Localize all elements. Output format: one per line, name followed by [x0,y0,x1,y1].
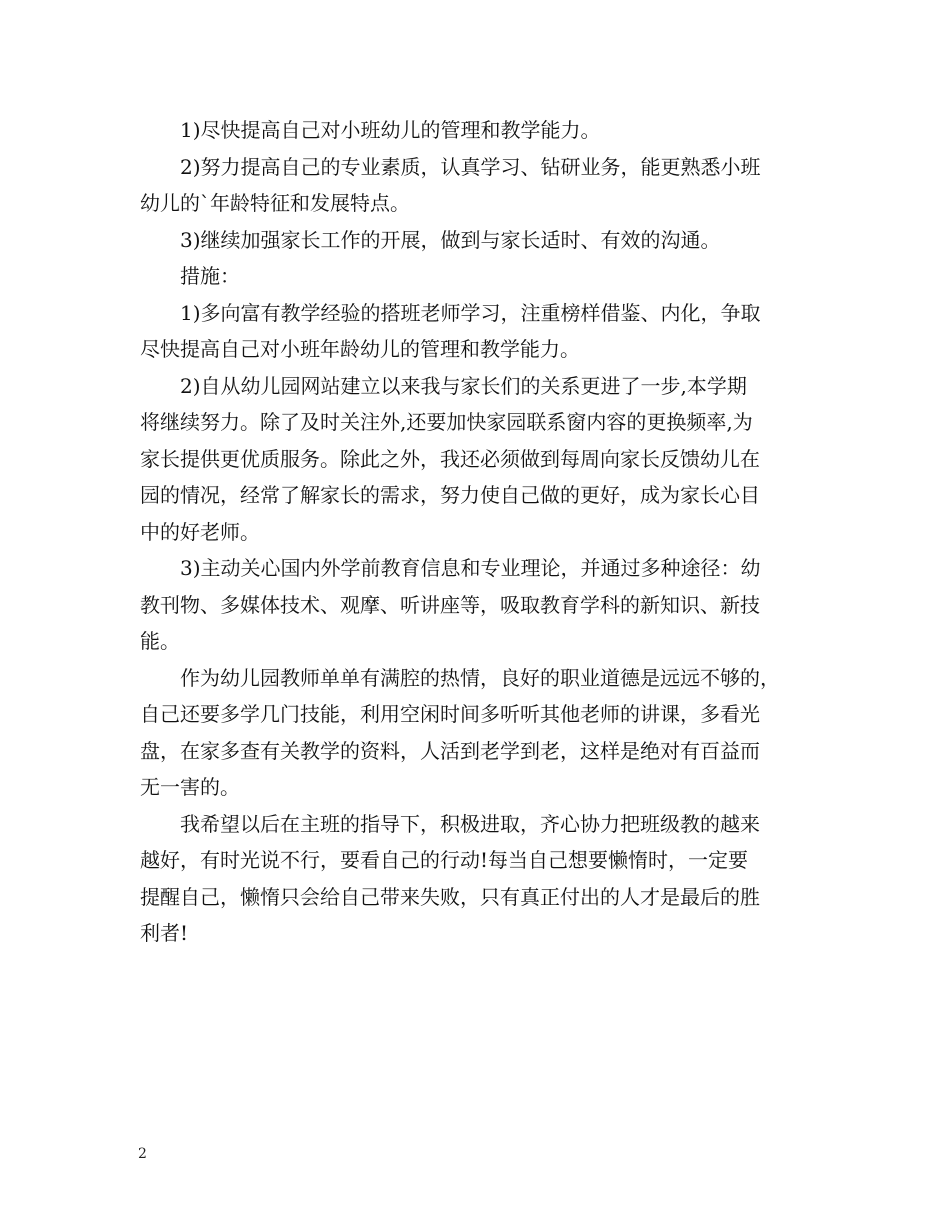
paragraph-line: 盘，在家多查有关教学的资料，人活到老学到老，这样是绝对有百益而 [140,738,760,763]
document-body [140,112,840,952]
paragraph-line: 中的好老师。 [140,519,260,544]
paragraph-line: 利者! [140,921,189,945]
paragraph-first-line: 3)主动关心国内外学前教育信息和专业理论，并通过多种途径：幼 [180,556,761,580]
paragraph-line: 园的情况，经常了解家长的需求，努力使自己做的更好，成为家长心目 [140,483,760,507]
paragraph-line: 家长提供更优质服务。除此之外，我还必须做到每周向家长反馈幼儿在 [140,446,760,471]
paragraph-line: 越好，有时光说不行，要看自己的行动!每当自己想要懒惰时，一定要 [140,848,749,872]
paragraph-first-line: 1)尽快提高自己对小班幼儿的管理和教学能力。 [180,118,601,142]
paragraph-first-line: 2)自从幼儿园网站建立以来我与家长们的关系更进了一步,本学期 [180,373,747,398]
paragraph-first-line: 3)继续加强家长工作的开展，做到与家长适时、有效的沟通。 [180,227,721,252]
page-number: 2 [138,1146,147,1162]
paragraph-line: 能。 [140,629,180,653]
paragraph-first-line: 1)多向富有教学经验的搭班老师学习，注重榜样借鉴、内化，争取 [180,300,761,325]
paragraph-first-line: 2)努力提高自己的专业素质，认真学习、钻研业务，能更熟悉小班 [180,154,761,179]
paragraph-line: 自己还要多学几门技能，利用空闲时间多听听其他老师的讲课，多看光 [140,702,760,726]
paragraph-line: 尽快提高自己对小班年龄幼儿的管理和教学能力。 [140,337,580,361]
paragraph-line: 教刊物、多媒体技术、观摩、听讲座等，吸取教育学科的新知识、新技 [140,592,760,617]
paragraph-line: 提醒自己，懒惰只会给自己带来失败，只有真正付出的人才是最后的胜 [140,884,760,909]
paragraph-first-line: 我希望以后在主班的指导下，积极进取，齐心协力把班级教的越来 [180,811,760,836]
paragraph-line: 将继续努力。除了及时关注外,还要加快家园联系窗内容的更换频率,为 [140,410,753,434]
paragraph-first-line: 措施： [180,264,240,288]
paragraph-line: 幼儿的`年龄特征和发展特点。 [140,191,410,215]
paragraph-first-line: 作为幼儿园教师单单有满腔的热情，良好的职业道德是远远不够的， [180,665,780,690]
paragraph-line: 无一害的。 [140,775,240,799]
